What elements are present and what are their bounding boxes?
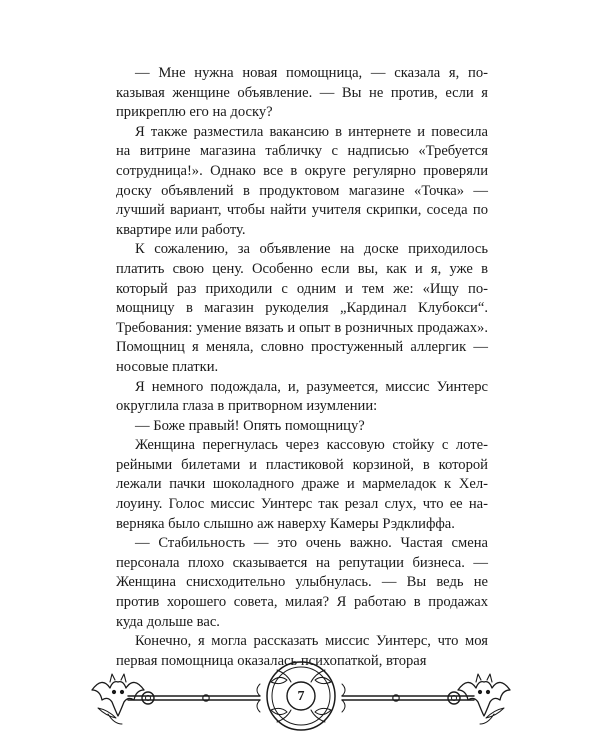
paragraph: — Боже правый! Опять помощницу? [135,417,365,434]
paragraph: — Мне нужна новая помощница, — сказала я, показывая женщине объявление. — Вы не против, если я прикреплю его на доску? [116,65,488,121]
paragraph: Я также разместила вакансию в интернете и повесила на витрине магазина табличку с надписью «Требуется сотрудница!». Однако все в округе регулярно проверяли доску объявлений в продуктовом магазине «Точка» — лучший вариант, чтобы найти учителя скрипки, соседа по квартире или работу. [116,123,488,238]
paragraph: — Стабильность — это очень важно. Частая смена персонала плохо сказывается на репутации бизнеса. — Женщина снисходительно улыбнулась. — Вы ведь не против хорошего совета, милая? Я работаю в продажах куда дольше вас. [116,535,488,630]
paragraph: Конечно, я могла рассказать миссис Уинтерс, что моя первая помощница оказалась психопаткой, вторая [116,633,488,669]
paragraph: Женщина перегнулась через кассовую стойку с лотерейными билетами и пластиковой корзиной, в которой лежали пачки шоколадного драже и мармеладок к Хеллоуину. Голос миссис Уинтерс так резал слух, что ее наверняка было слышно аж наверху Камеры Рэдклиффа. [116,437,488,532]
page-body [116,64,488,671]
page-number: 7 [297,689,305,704]
paragraph: К сожалению, за объявление на доске приходилось платить свою цену. Особенно если вы, как и я, уже в который раз приходили с одним и тем же: «Ищу помощницу в магазин рукоделия „Кардинал Клубокси“. Требования: умение вязать и опыт в розничных продажах». Помощниц я меняла, словно простуженный аллергик — носовые платки. [116,241,488,375]
paragraph: Я немного подождала, и, разумеется, миссис Уинтерс округлила глаза в притворном изумлении: [116,378,488,415]
